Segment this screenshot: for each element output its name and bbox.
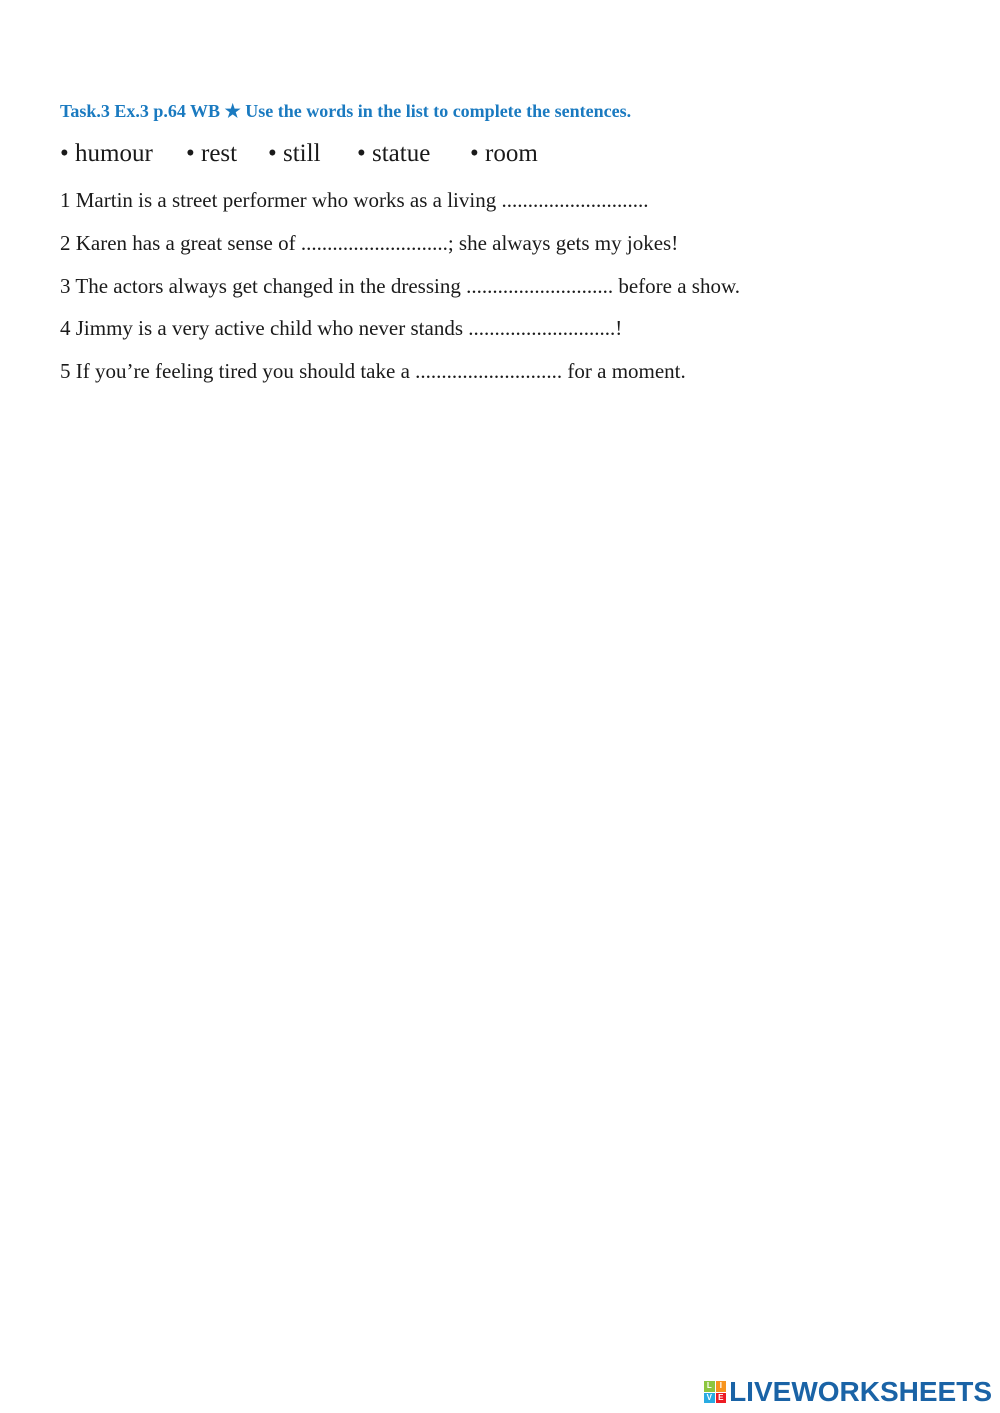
liveworksheets-logo-icon xyxy=(704,1381,726,1403)
word-item-still: • still xyxy=(268,140,321,167)
sentence-1: 1 Martin is a street performer who works as a living ............................ xyxy=(60,188,649,212)
logo-letter: L xyxy=(704,1381,715,1392)
liveworksheets-brand[interactable] xyxy=(704,1377,992,1407)
logo-letter: I xyxy=(716,1381,727,1392)
word-list xyxy=(60,140,538,168)
word-item-rest: • rest xyxy=(186,140,238,167)
task-heading: Task.3 Ex.3 p.64 WB ★ Use the words in the list to complete the sentences. xyxy=(60,101,632,121)
sentence-5: 5 If you’re feeling tired you should take a ............................ for a moment. xyxy=(60,359,686,383)
sentence-3: 3 The actors always get changed in the dressing ............................ before a show. xyxy=(60,274,740,298)
logo-letter: V xyxy=(704,1393,715,1404)
word-item-statue: • statue xyxy=(357,140,431,167)
sentence-4: 4 Jimmy is a very active child who never stands ............................! xyxy=(60,316,623,340)
sentence-2: 2 Karen has a great sense of ............................; she always gets my jokes! xyxy=(60,231,679,255)
logo-letter: E xyxy=(716,1393,727,1404)
word-item-humour: • humour xyxy=(60,140,153,167)
brand-wordmark: LIVEWORKSHEETS xyxy=(729,1376,992,1407)
word-item-room: • room xyxy=(470,140,538,167)
